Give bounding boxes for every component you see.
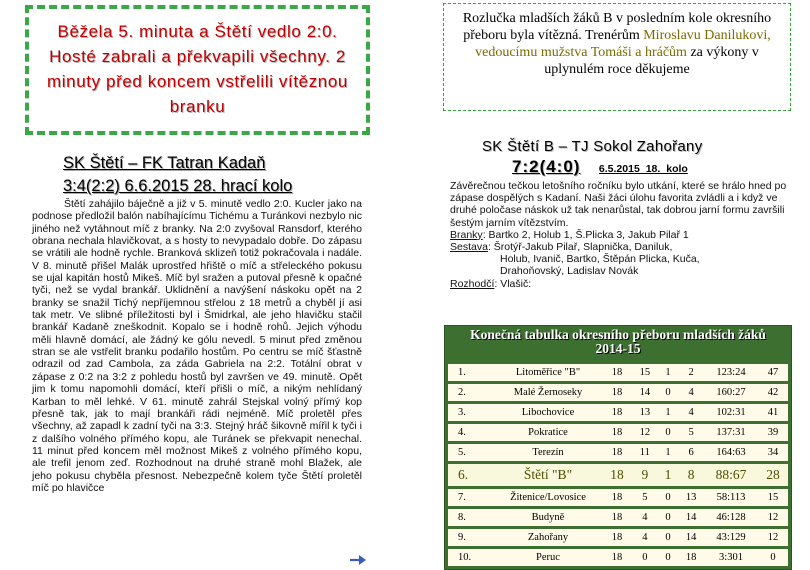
table-cell-losses: 14 <box>678 529 704 546</box>
table-cell-wins: 4 <box>632 509 658 526</box>
standings-title-line-1: Konečná tabulka okresního přeboru mladších žáků <box>470 327 766 342</box>
table-cell-played: 18 <box>602 529 632 546</box>
table-cell-losses: 4 <box>678 404 704 421</box>
table-cell-draws: 1 <box>658 364 679 381</box>
table-row <box>448 384 788 401</box>
referee-label: Rozhodčí <box>450 277 495 290</box>
table-cell-draws: 0 <box>658 384 679 401</box>
table-cell-team: Budyně <box>494 509 602 526</box>
table-cell-losses: 2 <box>678 364 704 381</box>
referee-value: : Vlašič: <box>494 277 532 290</box>
table-cell-wins: 14 <box>632 384 658 401</box>
lineup-line-1: : Šrotýř-Jakub Pilař, Slapnička, Daniluk, <box>487 241 673 254</box>
standings-title-line-2: 2014-15 <box>595 341 641 356</box>
table-cell-score: 102:31 <box>704 404 758 421</box>
table-cell-rank: 9. <box>448 529 494 546</box>
headline: Běžela 5. minuta a Štětí vedlo 2:0. Hosté zabrali a překvapili všechny. 2 minuty před koncem vstřelili vítěznou branku <box>47 22 348 116</box>
table-cell-losses: 4 <box>678 384 704 401</box>
table-cell-points: 34 <box>758 444 788 461</box>
table-cell-draws: 1 <box>658 444 679 461</box>
match1-heading <box>63 152 388 198</box>
table-cell-score: 46:128 <box>704 509 758 526</box>
goals-label: Branky <box>450 228 483 241</box>
table-cell-losses: 13 <box>678 489 704 506</box>
table-cell-team: Pokratice <box>494 424 602 441</box>
table-cell-score: 123:24 <box>704 364 758 381</box>
table-cell-rank: 5. <box>448 444 494 461</box>
table-cell-draws: 1 <box>658 464 679 486</box>
match1-teams: SK Štětí – FK Tatran Kadaň <box>63 154 266 172</box>
table-cell-wins: 13 <box>632 404 658 421</box>
lineup-line-2: Holub, Ivanič, Bartko, Štěpán Plicka, Kuča, <box>500 253 700 266</box>
table-cell-rank: 3. <box>448 404 494 421</box>
table-cell-team: Štětí "B" <box>494 464 602 486</box>
table-row <box>448 404 788 421</box>
table-cell-team: Peruc <box>494 549 602 566</box>
table-cell-points: 12 <box>758 529 788 546</box>
standings-table <box>448 361 788 569</box>
match2-goals <box>450 229 790 241</box>
table-cell-losses: 14 <box>678 509 704 526</box>
table-cell-team: Litoměřice "B" <box>494 364 602 381</box>
match2-report <box>450 180 790 290</box>
match2-heading <box>482 137 782 180</box>
table-cell-played: 18 <box>602 489 632 506</box>
table-cell-rank: 10. <box>448 549 494 566</box>
table-cell-points: 12 <box>758 509 788 526</box>
table-cell-score: 43:129 <box>704 529 758 546</box>
table-cell-wins: 12 <box>632 424 658 441</box>
table-cell-points: 42 <box>758 384 788 401</box>
standings-panel <box>444 325 792 570</box>
table-row <box>448 464 788 486</box>
table-cell-wins: 9 <box>632 464 658 486</box>
table-cell-score: 137:31 <box>704 424 758 441</box>
next-page-arrow-icon[interactable] <box>349 553 367 567</box>
table-row <box>448 549 788 566</box>
match2-summary: Závěrečnou tečkou letošního ročníku bylo utkání, které se hrálo hned po zápase dospělých s Kadaní. Naši žáci úlohu favorita zvládli a i když ve druhé poločase náskok už tak nenarůstal, tak dobrou jarní formu završili šestým jarním vítězstvím. <box>450 180 787 229</box>
table-cell-draws: 0 <box>658 424 679 441</box>
goals-value: : Bartko 2, Holub 1, Š.Plicka 3, Jakub Pilař 1 <box>482 228 689 241</box>
table-cell-team: Žitenice/Lovosice <box>494 489 602 506</box>
table-cell-played: 18 <box>602 384 632 401</box>
table-cell-draws: 0 <box>658 509 679 526</box>
table-cell-rank: 6. <box>448 464 494 486</box>
table-row <box>448 489 788 506</box>
table-cell-wins: 15 <box>632 364 658 381</box>
table-cell-points: 15 <box>758 489 788 506</box>
table-cell-losses: 5 <box>678 424 704 441</box>
table-cell-losses: 8 <box>678 464 704 486</box>
table-cell-draws: 0 <box>658 489 679 506</box>
table-row <box>448 529 788 546</box>
match1-report-text: Štětí zahájilo báječně a již v 5. minutě vedlo 2:0. Kucler jako na podnose předložil balón nabíhajícímu Tichému a Turánkovi nezbylo nic jiného než vytáhnout míč z branky. Na 2:0 zvyšoval Ransdorf, kterého obrana nechala hlavičkovat, a s hosty to nevypadalo dobře. Do zápasu se vrátili ale hodně rychle. Branková sklizeň totiž pokračovala i nadále. V 8. minutě přišel Malák uprostřed hřiště o míč a střeleckého pokusu se ujal kapitán hostů Mikeš. Míč byl sražen a putoval přesně k opačné tyči, než se vydal brankář. Uklidnění a navýšení náskoku opět na 2 branky se snažil Tichý nepříjemnou střelou z 18 metrů a chyběl jí asi tak metr. Ve slibné příležitosti byl i Šmidrkal, ale jeho hlavičku stačil brankář Kadaně zneškodnit. Kopalo se i hodně rohů. Jejich výhodu měli hlavně domácí, ale žádný ke gólu nevedl. 5 minut před změnou stran se ale vstřelit branku podařilo hostům. Po centru se míč šťastně odrazil od zad Cambola, za záda Gabriela na 2:2. Totální obrat v zápase z 0:2 na 3:2 z pohledu hostů byl završen ve 49. minutě. Opět jim k tomu napomohli domácí, kteří přišli o míč, a nikým nehlídaný Karban to měl lehké. V 61. minutě zahrál Stejskal volný přímý kop přesně tak, jak to mají brankáři rádi nejméně. Míč proletěl přes všechny, až zapadl k zadní tyči na 3:3. Stejný hráč šikovně mířil k tyči i z dalšího volného přímého kopu, ale Turánek se překvapit nenechal. 11 minut před koncem měl možnost Mikeš z volného přímého kopu, ale trefil jenom zeď. Rozhodnout na druhé straně mohl Blažek, ale jeho pokusu chyběla přesnost. Nebezpečně kolem tyče Štětí proletěl míč po hlavičce <box>32 198 362 494</box>
table-cell-rank: 8. <box>448 509 494 526</box>
table-cell-draws: 0 <box>658 529 679 546</box>
table-cell-points: 47 <box>758 364 788 381</box>
headline-box <box>25 5 370 135</box>
table-cell-played: 18 <box>602 549 632 566</box>
match1-report <box>32 198 362 494</box>
thanks-names: Miroslavu Danilukovi, vedoucímu mužstva Tomáši a hráčům <box>475 28 771 60</box>
match2-lineup <box>450 241 790 253</box>
thanks-closing: za výkony v uplynulém roce děkujeme <box>544 45 759 77</box>
table-cell-score: 58:113 <box>704 489 758 506</box>
table-cell-played: 18 <box>602 444 632 461</box>
table-cell-wins: 4 <box>632 529 658 546</box>
table-cell-points: 0 <box>758 549 788 566</box>
thanks-box <box>443 3 791 111</box>
table-cell-points: 41 <box>758 404 788 421</box>
thanks-text: Rozlučka mladších žáků B v posledním kole okresního přeboru byla vítězná. Trenérům <box>462 11 772 43</box>
table-cell-wins: 5 <box>632 489 658 506</box>
table-cell-wins: 0 <box>632 549 658 566</box>
table-cell-points: 28 <box>758 464 788 486</box>
table-cell-draws: 0 <box>658 549 679 566</box>
table-cell-team: Zahořany <box>494 529 602 546</box>
table-cell-points: 39 <box>758 424 788 441</box>
table-cell-wins: 11 <box>632 444 658 461</box>
table-cell-score: 3:301 <box>704 549 758 566</box>
table-cell-team: Malé Žernoseky <box>494 384 602 401</box>
match2-score-line <box>512 156 782 180</box>
table-cell-losses: 18 <box>678 549 704 566</box>
table-cell-rank: 4. <box>448 424 494 441</box>
match2-referee <box>450 278 790 290</box>
table-cell-played: 18 <box>602 509 632 526</box>
table-cell-rank: 2. <box>448 384 494 401</box>
match2-date-round: 6.5.2015 18. kolo <box>598 163 688 175</box>
table-row <box>448 444 788 461</box>
table-cell-played: 18 <box>602 424 632 441</box>
table-cell-score: 164:63 <box>704 444 758 461</box>
match2-teams: SK Štětí B – TJ Sokol Zahořany <box>482 138 703 155</box>
table-cell-played: 18 <box>602 364 632 381</box>
table-cell-score: 88:67 <box>704 464 758 486</box>
table-cell-rank: 7. <box>448 489 494 506</box>
lineup-label: Sestava <box>450 241 488 254</box>
table-row <box>448 364 788 381</box>
match2-score: 7:2(4:0) <box>512 157 581 176</box>
table-row <box>448 509 788 526</box>
table-cell-played: 18 <box>602 404 632 421</box>
table-cell-played: 18 <box>602 464 632 486</box>
table-cell-team: Terezín <box>494 444 602 461</box>
table-cell-team: Libochovice <box>494 404 602 421</box>
table-cell-score: 160:27 <box>704 384 758 401</box>
table-cell-rank: 1. <box>448 364 494 381</box>
table-cell-draws: 1 <box>658 404 679 421</box>
standings-title <box>445 328 791 356</box>
table-row <box>448 424 788 441</box>
match1-result: 3:4(2:2) 6.6.2015 28. hrací kolo <box>63 177 293 195</box>
lineup-line-3: Drahoňovský, Ladislav Novák <box>500 265 639 278</box>
table-cell-losses: 6 <box>678 444 704 461</box>
